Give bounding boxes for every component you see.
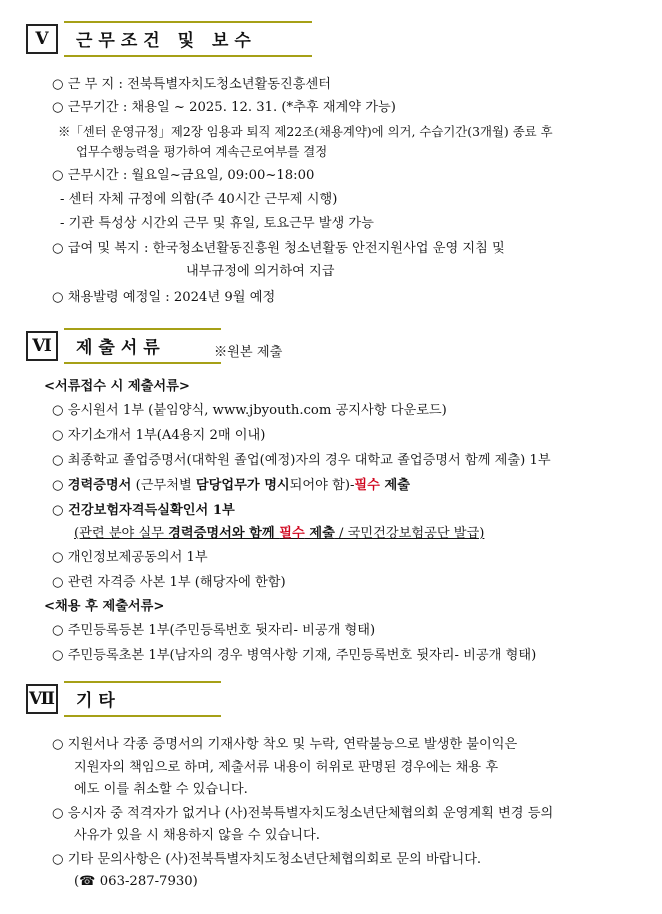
section-7-rule-top [64,681,221,683]
section-6-rule-top [64,328,221,330]
work-hours-detail-2: - 기관 특성상 시간외 근무 및 휴일, 토요근무 발생 가능 [60,216,374,231]
original-note: ※원본 제출 [214,345,283,360]
probation-note: ※「센터 운영규정」제2장 임용과 퇴직 제22조(채용계약)에 의거, 수습기간(3개월) 종료 후 [58,124,553,139]
submit-text: 제출 [304,526,335,541]
etc-item-1-cont-2: 에도 이를 취소할 수 있습니다. [74,782,248,797]
text: 되어야 함)- [289,478,355,493]
section-5-rule-bottom [64,55,312,57]
doc-health-insurance: ○ 건강보험자격득실확인서 1부 [52,503,235,518]
section-5-title: 근무조건 및 보수 [76,31,257,51]
section-5-number: Ⅴ [26,24,58,54]
probation-note-cont: 업무수행능력을 평가하여 계속근로여부를 결정 [76,144,328,159]
issuer-text: / 국민건강보험공단 발급) [334,526,485,541]
phone-icon: ☎ [79,874,96,889]
doc-resident-abstract: ○ 주민등록초본 1부(남자의 경우 병역사항 기재, 주민등록번호 뒷자리- 비공개 형태) [52,648,537,663]
work-hours: ○ 근무시간 : 월요일~금요일, 09:00~18:00 [52,168,315,183]
duty-stated: 담당업무가 명시 [195,478,290,493]
required-mark: 필수 [354,478,380,493]
doc-application-form: ○ 응시원서 1부 (붙임양식, www.jbyouth.com 공지사항 다운로드) [52,403,447,418]
section-5-rule-top [64,21,312,23]
section-7-title: 기타 [76,691,121,711]
work-period: ○ 근무기간 : 채용일 ~ 2025. 12. 31. (*추후 재계약 가능) [52,100,396,115]
salary-welfare: ○ 급여 및 복지 : 한국청소년활동진흥원 청소년활동 안전지원사업 운영 지침 및 [52,241,505,256]
appointment-date: ○ 채용발령 예정일 : 2024년 9월 예정 [52,290,276,305]
subheading-application-docs: <서류접수 시 제출서류> [44,379,190,394]
etc-item-1-cont-1: 지원자의 책임으로 하며, 제출서류 내용이 허위로 판명된 경우에는 채용 후 [74,760,499,775]
etc-item-1: ○ 지원서나 각종 증명서의 기재사항 착오 및 누락, 연락불능으로 발생한 불이익은 [52,737,518,752]
work-hours-detail-1: - 센터 자체 규정에 의함(주 40시간 근무제 시행) [60,192,338,207]
text: (관련 분야 실무 [74,526,169,541]
career-cert-label: 경력증명서 [67,478,132,493]
section-6-number: Ⅵ [26,331,58,361]
doc-privacy-consent: ○ 개인정보제공동의서 1부 [52,550,208,565]
section-7-rule-bottom [64,715,221,717]
salary-welfare-cont: 내부규정에 의거하여 지급 [186,264,335,279]
work-location: ○ 근 무 지 : 전북특별자치도청소년활동진흥센터 [52,77,331,92]
etc-item-3: ○ 기타 문의사항은 (사)전북특별자치도청소년단체협의회로 문의 바랍니다. [52,852,482,867]
subheading-after-hire-docs: <채용 후 제출서류> [44,599,165,614]
etc-item-2: ○ 응시자 중 적격자가 없거나 (사)전북특별자치도청소년단체협의회 운영계획 변경 등의 [52,806,554,821]
section-7-number: Ⅶ [26,684,58,714]
doc-license-copy: ○ 관련 자격증 사본 1부 (해당자에 한함) [52,575,286,590]
doc-graduation: ○ 최종학교 졸업증명서(대학원 졸업(예정)자의 경우 대학교 졸업증명서 함께 제출) 1부 [52,453,551,468]
phone-number: 063-287-7930 [99,874,193,889]
with-career-cert: 경력증명서와 함께 [168,526,280,541]
section-6-rule-bottom [64,362,221,364]
text: (근무처별 [131,478,196,493]
section-6-title: 제출서류 [76,338,166,358]
bullet: ○ [52,478,68,493]
doc-self-intro: ○ 자기소개서 1부(A4용지 2매 이내) [52,428,266,443]
submit-text: 제출 [379,478,410,493]
doc-resident-copy: ○ 주민등록등본 1부(주민등록번호 뒷자리- 비공개 형태) [52,623,376,638]
doc-career-certificate [52,477,410,495]
health-insurance-detail [74,525,484,543]
etc-item-2-cont: 사유가 있을 시 채용하지 않을 수 있습니다. [74,828,320,843]
contact-phone: (☎ 063-287-7930) [74,874,198,889]
required-mark: 필수 [279,526,305,541]
